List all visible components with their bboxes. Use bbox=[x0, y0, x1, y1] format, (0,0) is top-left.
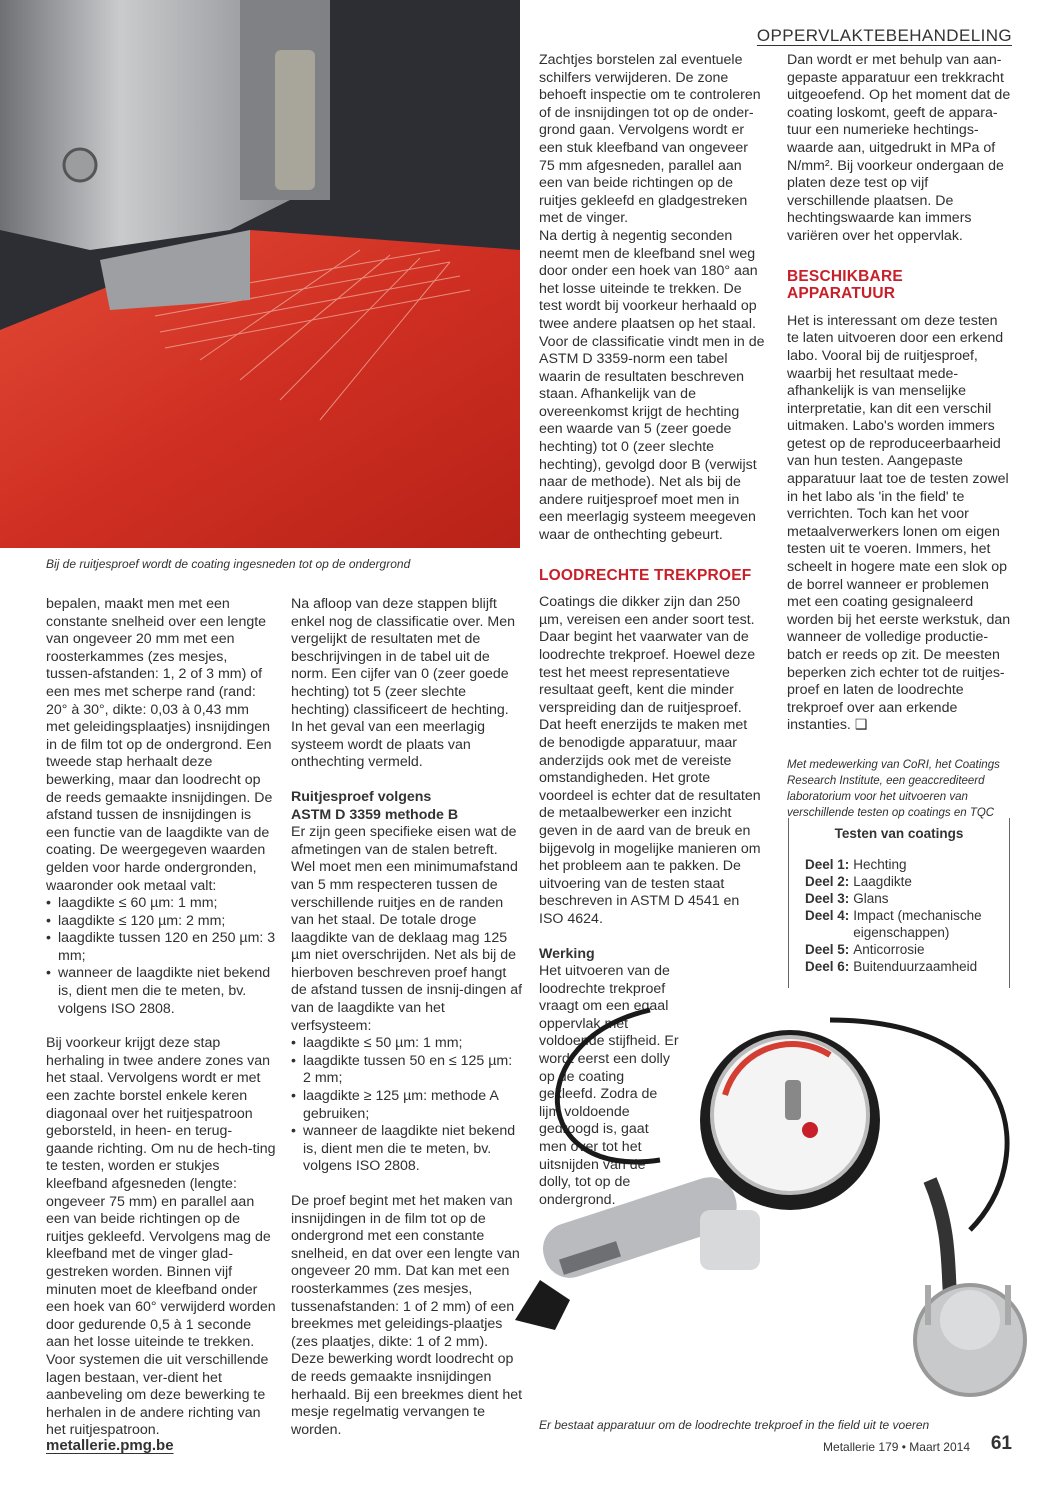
list-item: • laagdikte ≤ 120 µm: 2 mm; bbox=[46, 913, 276, 931]
paragraph: Het is interessant om deze testen te laten uitvoeren door een erkend labo. Vooral bij de ruitjesproef, waarbij het resultaat mede-afhankelijk is van menselijke interpretatie, kan dit een verschil uitmaken. Labo's worden immers getest op de reproduceerbaarheid van hun testen. Aangepaste apparatuur laat toe de testen zowel in het labo als 'in the field' te verrichten. Toch kan het voor metaalverwerkers lonen om eigen testen uit te voeren. Immers, het scheelt in hogere mate een slok op de borrel wanneer er problemen met een coating gesignaleerd worden bij het eerste werkstuk, dan wanneer de volledige productie-batch er reeds op zit. De meesten beperken zich echter tot de ruitjes-proef en laten de loodrechte trekproef over aan erkende instanties. ❑ bbox=[787, 312, 1011, 734]
paragraph: Er zijn geen specifieke eisen wat de afmetingen van de stalen betreft. Wel moet men een minimumafstand van 5 mm respecteren tussen de verschillende ruitjes en de randen van het staal. De totale droge laagdikte van de deklaag mag 125 µm niet overschrijden. Net als bij de hierboven beschreven proef hangt de afstand tussen de insnij-dingen af van de laagdikte van het verfsysteem: bbox=[291, 824, 523, 1034]
list-item: • laagdikte ≥ 125 µm: methode A gebruiken; bbox=[291, 1088, 523, 1123]
series-item-key: Deel 1: bbox=[805, 857, 850, 872]
bullet-list bbox=[46, 895, 276, 1018]
paragraph: bepalen, maakt men met een constante snelheid over een lengte van ongeveer 20 mm met een roosterkammes (zes mesjes, tussen-afstanden: 1, 2 of 3 mm) of een mes met scherpe rand (rand: 20° à 30°, dikte: 0,03 à 0,43 mm met geleidingsplaatjes) insnijdingen in de film tot op de ondergrond. Een tweede stap herhaalt deze bewerking, maar dan loodrecht op de reeds gemaakte insnijdingen. De afstand tussen de insnijdingen is een functie van de laagdikte van de coating. De weergegeven waarden gelden voor harde ondergronden, waaronder ook metaal valt: bbox=[46, 596, 273, 894]
column-4 bbox=[787, 52, 1013, 821]
series-item-value: Anticorrosie bbox=[853, 942, 925, 957]
list-item: • laagdikte ≤ 60 µm: 1 mm; bbox=[46, 895, 276, 913]
series-item bbox=[805, 958, 983, 975]
cross-cut-tool-illustration bbox=[0, 0, 520, 548]
series-item bbox=[805, 941, 983, 958]
section-topic: OPPERVLAKTEBEHANDELING bbox=[756, 26, 1012, 45]
series-item-key: Deel 3: bbox=[805, 891, 850, 906]
figure-caption-bottom: Er bestaat apparatuur om de loodrechte trekproef in the field uit te voeren bbox=[539, 1418, 930, 1432]
series-item-value: Laagdikte bbox=[853, 874, 912, 889]
subheading: ASTM D 3359 methode B bbox=[291, 806, 459, 823]
paragraph: Zachtjes borstelen zal eventuele schilfers verwijderen. De zone behoeft inspectie om te controleren of de insnijdingen tot op de onder-grond gaan. Vervolgens wordt er een stuk kleefband van ongeveer 75 mm afgesneden, parallel aan een van beide richtingen op de ruitjes gekleefd en gladgestreken met de vinger. bbox=[539, 52, 761, 227]
list-item: • laagdikte ≤ 50 µm: 1 mm; bbox=[291, 1035, 523, 1053]
series-item-value: Hechting bbox=[853, 857, 907, 872]
paragraph: Dan wordt er met behulp van aan-gepaste apparatuur een trekkracht uitgeoefend. Op het moment dat de coating loskomt, geeft de appara-tuur een numerieke hechtings-waarde aan, uitgedrukt in MPa of N/mm². Bij voorkeur ondergaan de platen deze test op vijf verschillende plaatsen. De hechtingswaarde kan immers variëren over het oppervlak. bbox=[787, 52, 1011, 244]
pull-off-tester-illustration bbox=[500, 1000, 1040, 1415]
list-item: • wanneer de laagdikte niet bekend is, dient men die te meten, bv. volgens ISO 2808. bbox=[46, 965, 276, 1018]
footer-website-link[interactable]: metallerie.pmg.be bbox=[46, 1437, 174, 1454]
list-item: • laagdikte tussen 50 en ≤ 125 µm: 2 mm; bbox=[291, 1053, 523, 1088]
series-item-value: Buitenduurzaamheid bbox=[853, 959, 978, 974]
series-item bbox=[805, 873, 983, 890]
column-1 bbox=[46, 596, 276, 1440]
series-item-key: Deel 5: bbox=[805, 942, 850, 957]
section-heading: LOODRECHTE TREKPROEF bbox=[539, 566, 752, 584]
series-item-key: Deel 2: bbox=[805, 874, 850, 889]
series-item-value: Impact (mechanische eigenschappen) bbox=[853, 908, 982, 940]
paragraph: Het uitvoeren van de loodrechte trekproef vraagt om een egaal oppervlak met voldoende stijfheid. Er wordt eerst een dolly op de coating gekleefd. Zodra de lijm voldoende gedroogd is, gaat men over tot het uitsnijden van de dolly, tot op de ondergrond. bbox=[539, 963, 679, 1208]
paragraph: Coatings die dikker zijn dan 250 µm, vereisen een ander soort test. Daar begint het vaarwater van de loodrechte trekproef. Hoewel deze test het meest representatieve resultaat geeft, kent die minder verspreiding dan de ruitjesproef. Dat heeft enerzijds te maken met de benodigde apparatuur, maar anderzijds ook met de vereiste omstandigheden. Het grote voordeel is echter dat de resultaten de metaalbewerker een inzicht geven in de aard van de breuk en bijgevolg in mogelijke manieren om het probleem aan te pakken. De uitvoering van de testen staat beschreven in ASTM D 4541 en ISO 4624. bbox=[539, 594, 761, 927]
series-list bbox=[805, 856, 983, 975]
paragraph: Na dertig à negentig seconden neemt men de kleefband snel weg door onder een hoek van 180° aan het losse uiteinde te trekken. De test wordt bij voorkeur herhaald op twee andere plaatsen op het staal. Voor de classificatie vindt men in de ASTM D 3359-norm een tabel waarin de resultaten beschreven staan. Afhankelijk van de overeenkomst krijgt de hechting een waarde van 5 (zeer goede hechting) tot 0 (zeer slechte hechting), gevolgd door B (verwijst naar de methode). Net als bij de andere ruitjesproef moet men in een meerlagig systeem meegeven waar de onthechting gebeurt. bbox=[539, 227, 765, 544]
cross-cut-test-photo bbox=[0, 0, 520, 548]
bullet-list bbox=[291, 1035, 523, 1176]
credit-note: Met medewerking van CoRI, het Coatings Research Institute, een geaccrediteerd laboratorium voor het uitvoeren van verschillende testen op coatings en TQC bbox=[787, 758, 1000, 819]
series-item-value: Glans bbox=[853, 891, 889, 906]
section-heading: BESCHIKBARE APPARATUUR bbox=[787, 267, 903, 303]
series-item bbox=[805, 890, 983, 907]
footer-issue: Metallerie 179 • Maart 2014 bbox=[823, 1440, 970, 1454]
list-item: • wanneer de laagdikte niet bekend is, dient men die te meten, bv. volgens ISO 2808. bbox=[291, 1123, 523, 1176]
paragraph: Na afloop van deze stappen blijft enkel nog de classificatie over. Men vergelijkt de resultaten met de beschrijvingen in de tabel uit de norm. Een cijfer van 0 (zeer goede hechting) tot 5 (zeer slechte hechting) classificeert de hechting. In het geval van een meerlagig systeem wordt de plaats van onthechting vermeld. bbox=[291, 596, 515, 771]
page-number: 61 bbox=[990, 1433, 1012, 1454]
paragraph: Bij voorkeur krijgt deze stap herhaling in twee andere zones van het staal. Vervolgens wordt er met een zachte borstel enkele keren diagonaal over het ruitjespatroon geborsteld, in heen- en terug-gaande richting. Om nu de hech-ting te testen, worden er stukjes kleefband afgesneden (lengte: ongeveer 75 mm) en parallel aan een van beide richtingen op de ruitjes gekleefd. Vervolgens mag de kleefband met de vinger glad-gestreken worden. Binnen vijf minuten moet de kleefband onder een hoek van 60° verwijderd worden door gedurende 0,5 à 1 seconde aan het losse uiteinde te trekken. Voor systemen die uit verschillende lagen bestaan, ver-dient het aanbeveling om deze bewerking te herhalen in de andere richting van het ruitjespatroon. bbox=[46, 1035, 276, 1439]
series-box-title: Testen van coatings bbox=[834, 826, 964, 841]
column-2 bbox=[291, 596, 523, 1439]
paragraph: De proef begint met het maken van insnijdingen in de film tot op de ondergrond met een constante snelheid, en dat over een lengte van ongeveer 20 mm. Dat kan met een roosterkammes (zes mesjes, tussenafstanden: 1 of 2 mm) of een breekmes met geleidings-plaatjes (zes plaatjes, dikte: 1 of 2 mm). Deze bewerking wordt loodrecht op de reeds gemaakte insnijdingen herhaald. Bij een breekmes dient het mesje regelmatig vervangen te worden. bbox=[291, 1193, 523, 1438]
subheading: Ruitjesproef volgens bbox=[291, 788, 432, 805]
list-item: • laagdikte tussen 120 en 250 µm: 3 mm; bbox=[46, 930, 276, 965]
series-item-key: Deel 6: bbox=[805, 959, 850, 974]
series-item bbox=[805, 856, 983, 873]
series-item bbox=[805, 907, 983, 941]
series-box bbox=[788, 818, 1010, 988]
pull-off-tester-photo bbox=[500, 1000, 1040, 1415]
series-item-key: Deel 4: bbox=[805, 908, 850, 923]
subheading: Werking bbox=[539, 945, 595, 962]
figure-caption-top: Bij de ruitjesproef wordt de coating ingesneden tot op de ondergrond bbox=[46, 557, 411, 571]
